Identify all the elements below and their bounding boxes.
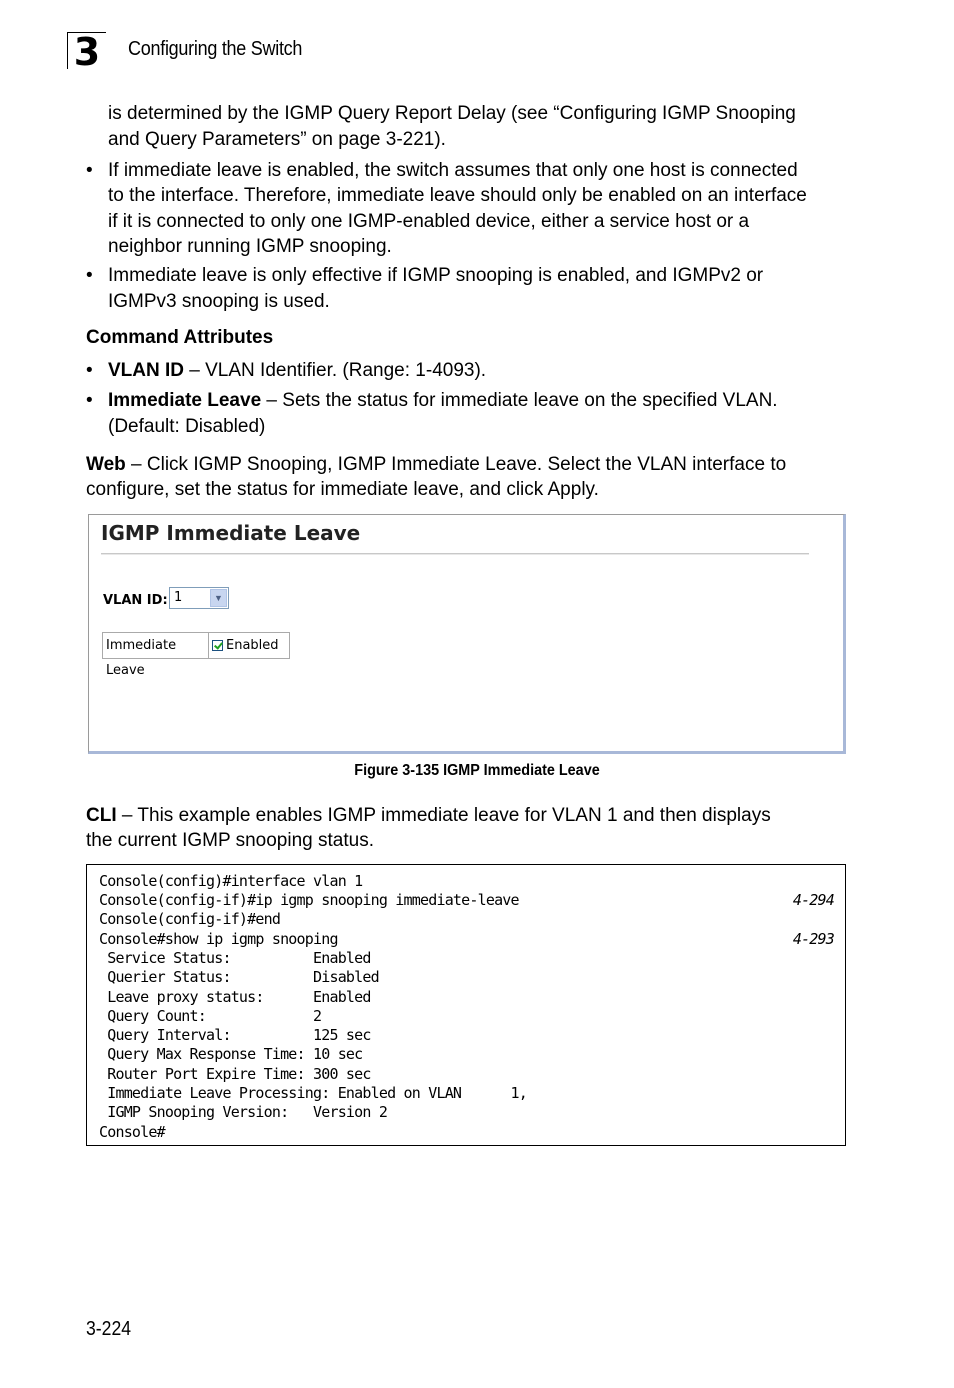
code-page-ref: 4-293: [792, 930, 834, 948]
cli-code-block: [86, 864, 846, 1146]
code-line: Leave proxy status: Enabled: [99, 988, 371, 1006]
bullet-1-line-4: neighbor running IGMP snooping.: [108, 236, 392, 257]
attr-term: Immediate Leave: [108, 390, 262, 411]
intro-line-2: and Query Parameters” on page 3-221).: [108, 129, 446, 150]
code-line: Immediate Leave Processing: Enabled on VLAN 1,: [99, 1084, 528, 1102]
immediate-leave-value: [209, 633, 289, 658]
code-line: Query Max Response Time: 10 sec: [99, 1045, 363, 1063]
bullet-1-line-3: if it is connected to only one IGMP-enabled device, either a service host or a: [108, 211, 750, 232]
vlan-id-label: VLAN ID:: [103, 593, 168, 608]
code-line: Console#: [99, 1123, 165, 1141]
chapter-title: Configuring the Switch: [128, 38, 303, 60]
igmp-immediate-leave-screenshot: [88, 514, 846, 754]
panel-divider: [101, 553, 809, 555]
enabled-label: Enabled: [226, 638, 279, 653]
page-number: 3-224: [86, 1318, 132, 1340]
attr-vlan-id: [108, 358, 486, 383]
vlan-id-select[interactable]: [169, 587, 229, 609]
web-desc: – Click IGMP Snooping, IGMP Immediate Leave. Select the VLAN interface to: [125, 454, 787, 475]
intro-line-1: is determined by the IGMP Query Report Delay (see “Configuring IGMP Snooping: [108, 103, 796, 124]
attr-desc: – VLAN Identifier. (Range: 1-4093).: [184, 360, 487, 381]
code-page-ref: 4-294: [792, 891, 834, 909]
code-line: Console(config-if)#ip igmp snooping immediate-leave: [99, 891, 519, 909]
bullet-1-line-1: If immediate leave is enabled, the switch assumes that only one host is connected: [108, 160, 798, 181]
code-line: Console#show ip igmp snooping: [99, 930, 338, 948]
vlan-id-value: 1: [174, 590, 183, 605]
web-line-2: configure, set the status for immediate leave, and click Apply.: [86, 479, 599, 500]
web-label: Web: [86, 454, 126, 475]
bullet-1-line-2: to the interface. Therefore, immediate leave should only be enabled on an interface: [108, 185, 807, 206]
cli-label: CLI: [86, 805, 117, 826]
immediate-leave-label: Immediate Leave: [103, 633, 209, 658]
bullet-marker: •: [86, 265, 93, 286]
chevron-down-icon[interactable]: ▼: [210, 589, 227, 607]
code-line: IGMP Snooping Version: Version 2: [99, 1103, 388, 1121]
web-line-1: [86, 452, 786, 477]
bullet-2-line-2: IGMPv3 snooping is used.: [108, 291, 330, 312]
attr-term: VLAN ID: [108, 360, 184, 381]
code-line: Query Count: 2: [99, 1007, 322, 1025]
code-line: Console(config-if)#end: [99, 910, 281, 928]
attr-immediate-leave: [108, 388, 778, 413]
chapter-number-box: 3: [67, 32, 106, 69]
bullet-marker: •: [86, 160, 93, 181]
code-line: Service Status: Enabled: [99, 949, 371, 967]
code-line: Console(config)#interface vlan 1: [99, 872, 363, 890]
cli-line-2: the current IGMP snooping status.: [86, 830, 374, 851]
bullet-marker: •: [86, 360, 93, 381]
code-line: Querier Status: Disabled: [99, 968, 379, 986]
bullet-2-line-1: Immediate leave is only effective if IGMP snooping is enabled, and IGMPv2 or: [108, 265, 764, 286]
cli-line-1: [86, 803, 771, 828]
attr-desc: – Sets the status for immediate leave on the specified VLAN.: [261, 390, 778, 411]
immediate-leave-row: [102, 632, 290, 678]
code-line: Query Interval: 125 sec: [99, 1026, 371, 1044]
bullet-marker: •: [86, 390, 93, 411]
command-attributes-heading: Command Attributes: [86, 327, 274, 348]
cli-desc: – This example enables IGMP immediate leave for VLAN 1 and then displays: [116, 805, 771, 826]
figure-caption: Figure 3-135 IGMP Immediate Leave: [354, 762, 600, 779]
panel-title: IGMP Immediate Leave: [101, 521, 361, 545]
enabled-checkbox[interactable]: [212, 640, 223, 651]
code-line: Router Port Expire Time: 300 sec: [99, 1065, 371, 1083]
attr-immediate-leave-default: (Default: Disabled): [108, 416, 266, 437]
